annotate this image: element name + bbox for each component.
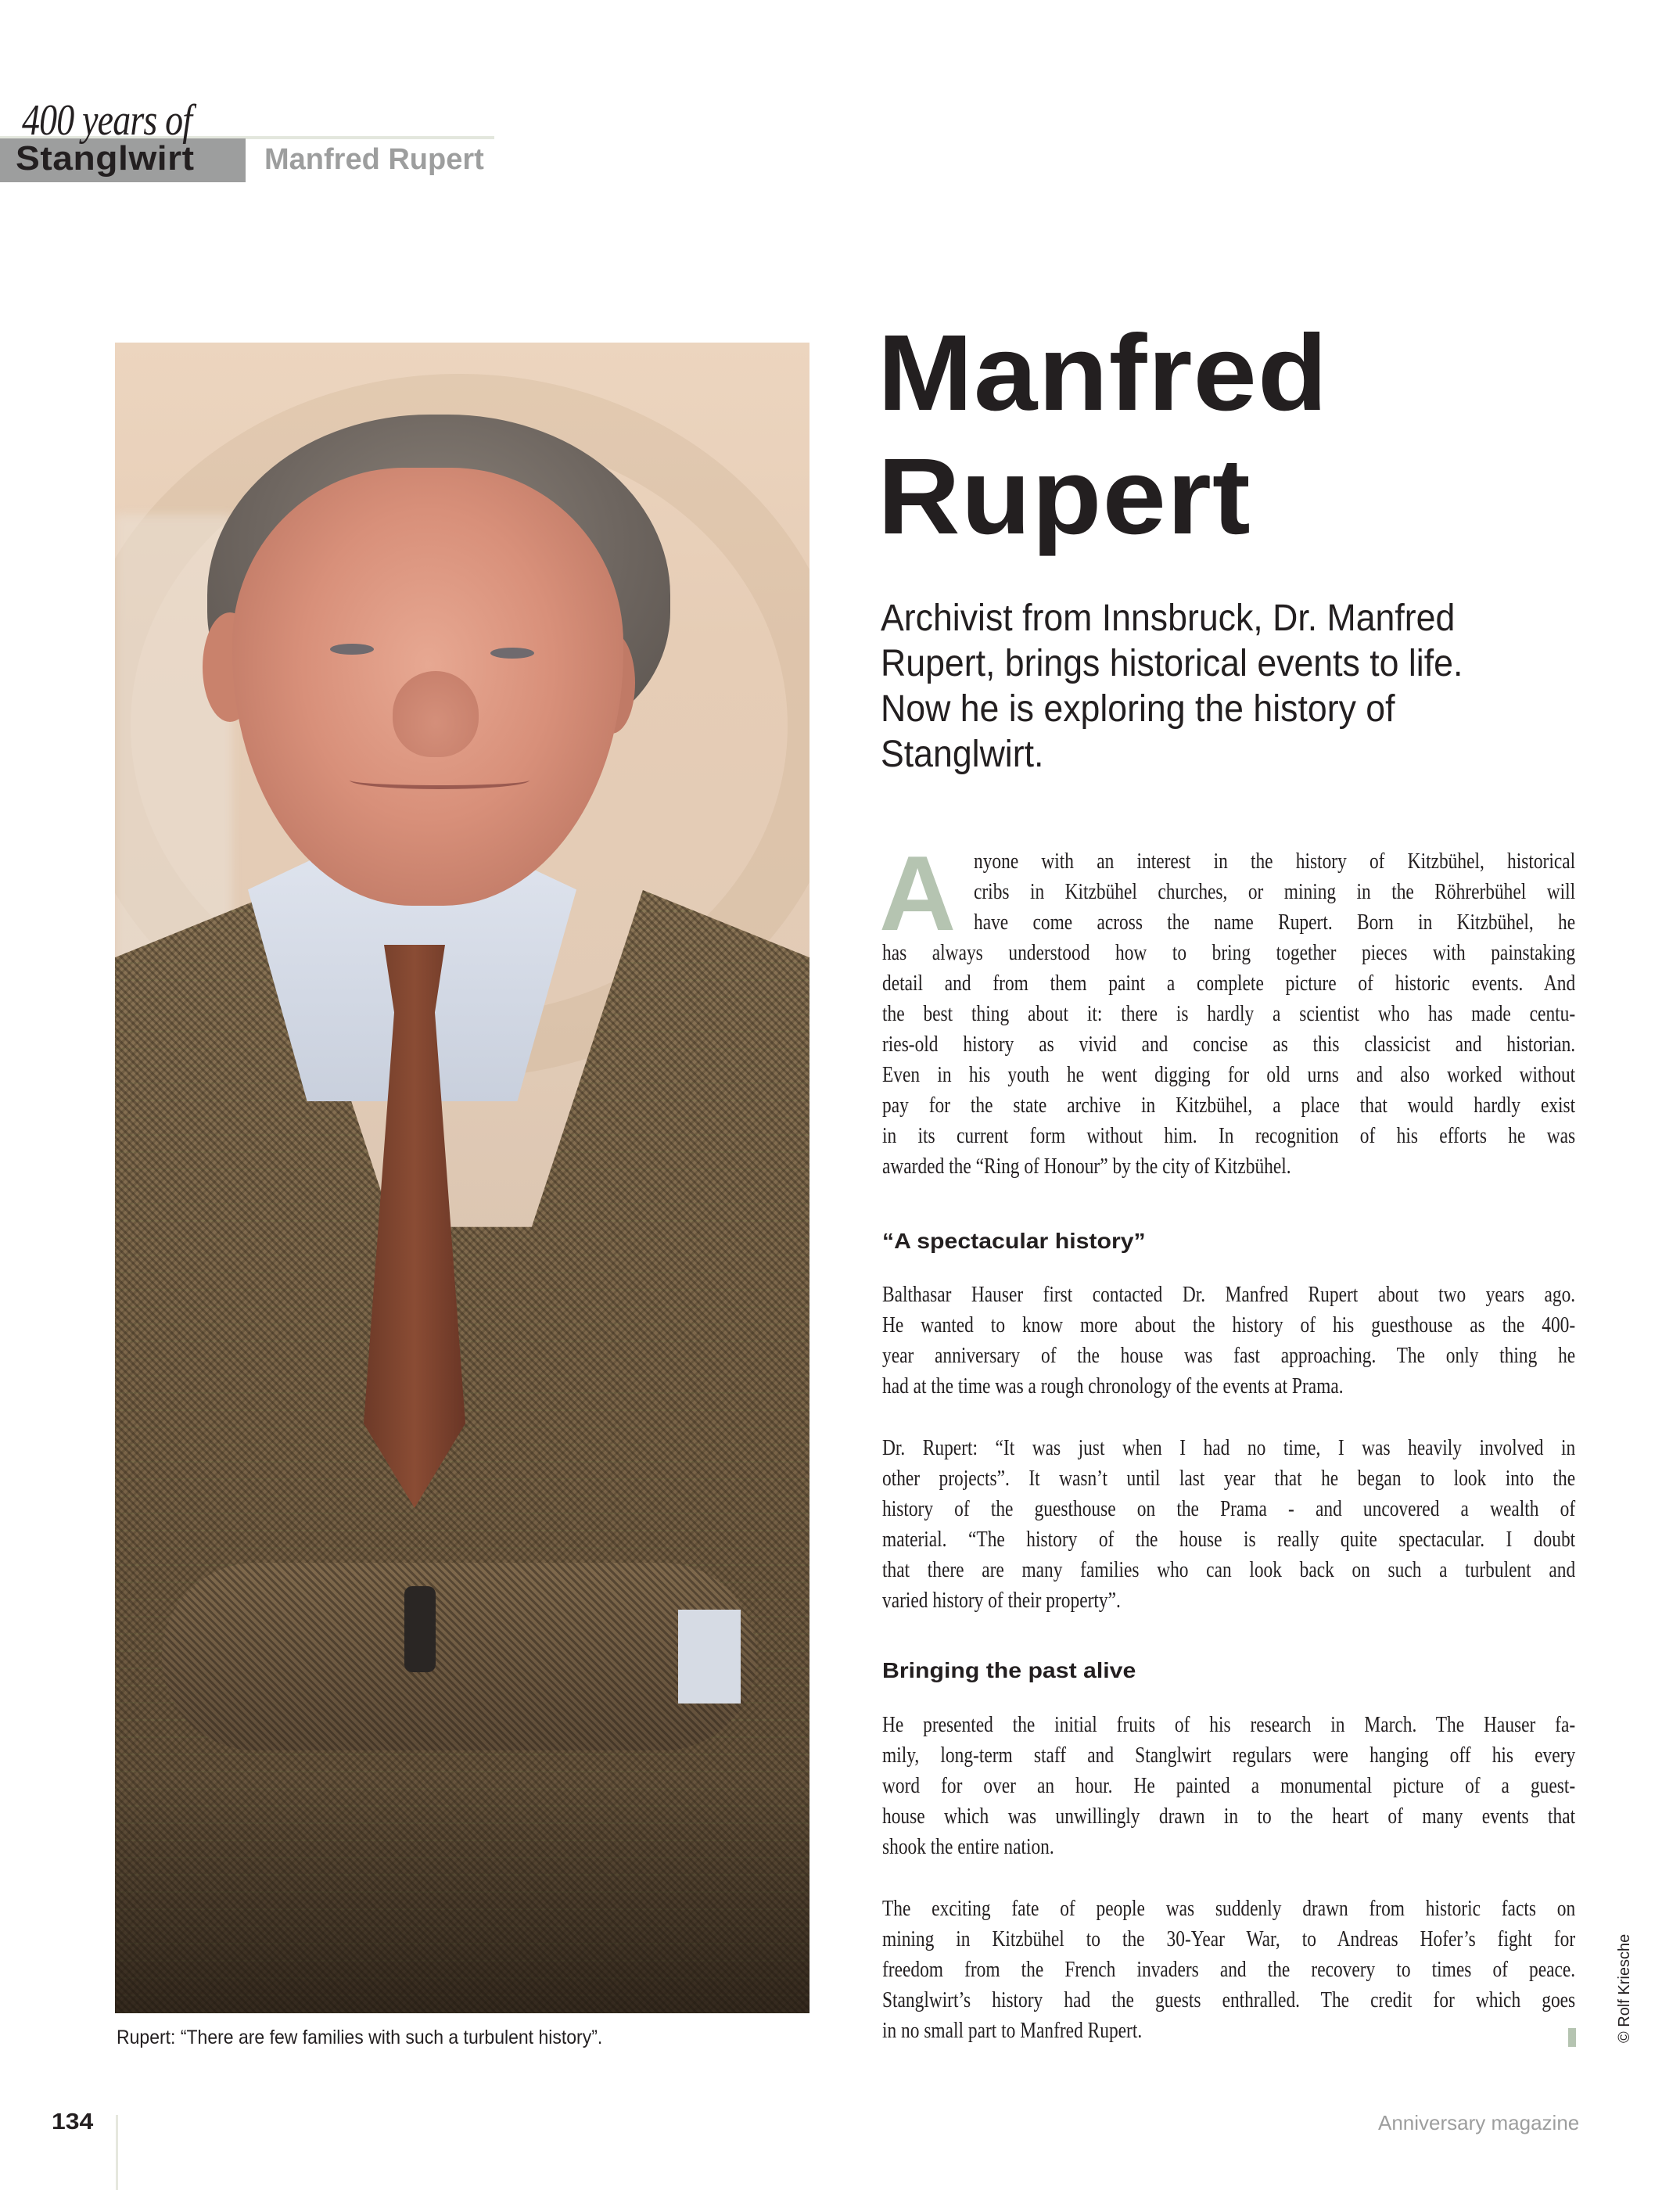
photo-mouth — [350, 771, 529, 789]
body-line: pay for the state archive in Kitzbühel, a place that would hardly exist — [882, 1093, 1576, 1118]
body-line: that there are many families who can look back on such a turbulent and — [882, 1558, 1576, 1582]
body-line: history of the guesthouse on the Prama - and uncovered a wealth of — [882, 1497, 1576, 1521]
photo-crossed-arms — [162, 1563, 756, 1750]
deck-line: Now he is exploring the history of — [881, 688, 1395, 730]
deck-line: Archivist from Innsbruck, Dr. Manfred — [881, 598, 1456, 639]
photo-credit: © Rolf Kriesche — [1616, 1933, 1633, 2043]
photo-bottom-shade — [115, 1779, 809, 2013]
body-line: the best thing about it: there is hardly a scientist who has made centu- — [882, 1002, 1576, 1026]
header-section-title: Manfred Rupert — [264, 143, 484, 176]
page-number: 134 — [52, 2109, 94, 2134]
body-line: He wanted to know more about the history of his guesthouse as the 400- — [882, 1313, 1576, 1337]
section-1-paragraph-2 — [882, 1433, 1575, 1616]
photo-nose — [393, 671, 479, 757]
body-line: Dr. Rupert: “It was just when I had no time, I was heavily involved in — [882, 1436, 1576, 1460]
body-line: word for over an hour. He painted a monumental picture of a guest- — [882, 1774, 1576, 1798]
deck-line: Rupert, brings historical events to life. — [881, 643, 1463, 684]
body-line: Balthasar Hauser first contacted Dr. Manfred Rupert about two years ago. — [882, 1283, 1576, 1307]
body-line: has always understood how to bring together pieces with painstaking — [882, 941, 1576, 965]
article-end-mark — [1568, 2028, 1576, 2047]
body-line: house which was unwillingly drawn in to the heart of many events that — [882, 1804, 1576, 1829]
section-heading-spectacular-history: “A spectacular history” — [882, 1229, 1146, 1253]
deck-line: Stanglwirt. — [881, 734, 1044, 775]
section-2-paragraph-1 — [882, 1710, 1575, 1862]
intro-paragraph — [879, 834, 1576, 1182]
footer-rule — [116, 2115, 118, 2190]
body-line: mining in Kitzbühel to the 30-Year War, to Andreas Hofer’s fight for — [882, 1927, 1576, 1951]
body-line: mily, long-term staff and Stanglwirt regulars were hanging off his every — [882, 1743, 1576, 1768]
photo-wristwatch — [404, 1586, 436, 1672]
body-line: cribs in Kitzbühel churches, or mining in the Röhrerbühel will — [974, 880, 1576, 904]
article-title — [878, 311, 1328, 558]
drop-cap: A — [879, 834, 957, 953]
body-line: Even in his youth he went digging for old urns and also worked without — [882, 1063, 1576, 1087]
body-line: in no small part to Manfred Rupert. — [882, 2019, 1143, 2043]
photo-shirt-cuff — [678, 1610, 741, 1704]
header-brand: Stanglwirt — [16, 139, 195, 178]
body-line: have come across the name Rupert. Born in Kitzbühel, he — [974, 910, 1576, 935]
body-line: had at the time was a rough chronology of the events at Prama. — [882, 1374, 1344, 1398]
body-line: ries-old history as vivid and concise as this classicist and historian. — [882, 1032, 1576, 1057]
body-line: awarded the “Ring of Honour” by the city of Kitzbühel. — [882, 1154, 1291, 1179]
section-1-paragraph-1 — [882, 1280, 1575, 1402]
body-line: varied history of their property”. — [882, 1589, 1121, 1613]
body-line: other projects”. It wasn’t until last year that he began to look into the — [882, 1467, 1576, 1491]
body-line: detail and from them paint a complete picture of historic events. And — [882, 971, 1576, 996]
body-line: year anniversary of the house was fast approaching. The only thing he — [882, 1344, 1576, 1368]
body-line: material. “The history of the house is really quite spectacular. I doubt — [882, 1528, 1576, 1552]
article-deck — [881, 596, 1585, 777]
portrait-photo — [115, 343, 809, 2013]
body-line: He presented the initial fruits of his research in March. The Hauser fa- — [882, 1713, 1576, 1737]
header-script-tagline: 400 years of — [22, 96, 192, 145]
dropcap-indented-lines — [974, 846, 1575, 938]
body-line: Stanglwirt’s history had the guests enthralled. The credit for which goes — [882, 1988, 1576, 2012]
photo-eye-right — [490, 648, 534, 659]
body-line: nyone with an interest in the history of Kitzbühel, historical — [974, 849, 1576, 874]
photo-caption: Rupert: “There are few families with such a turbulent history”. — [117, 2027, 603, 2048]
article-title-line-1: Manfred — [878, 313, 1329, 433]
photo-eye-left — [330, 644, 374, 655]
article-title-line-2: Rupert — [878, 436, 1251, 557]
section-heading-bringing-past-alive: Bringing the past alive — [882, 1658, 1136, 1682]
section-2-paragraph-2 — [882, 1894, 1575, 2046]
body-line: shook the entire nation. — [882, 1835, 1054, 1859]
body-line: The exciting fate of people was suddenly drawn from historic facts on — [882, 1897, 1576, 1921]
publication-name: Anniversary magazine — [1378, 2111, 1580, 2134]
body-line: freedom from the French invaders and the recovery to times of peace. — [882, 1958, 1576, 1982]
body-line: in its current form without him. In recognition of his efforts he was — [882, 1124, 1576, 1148]
